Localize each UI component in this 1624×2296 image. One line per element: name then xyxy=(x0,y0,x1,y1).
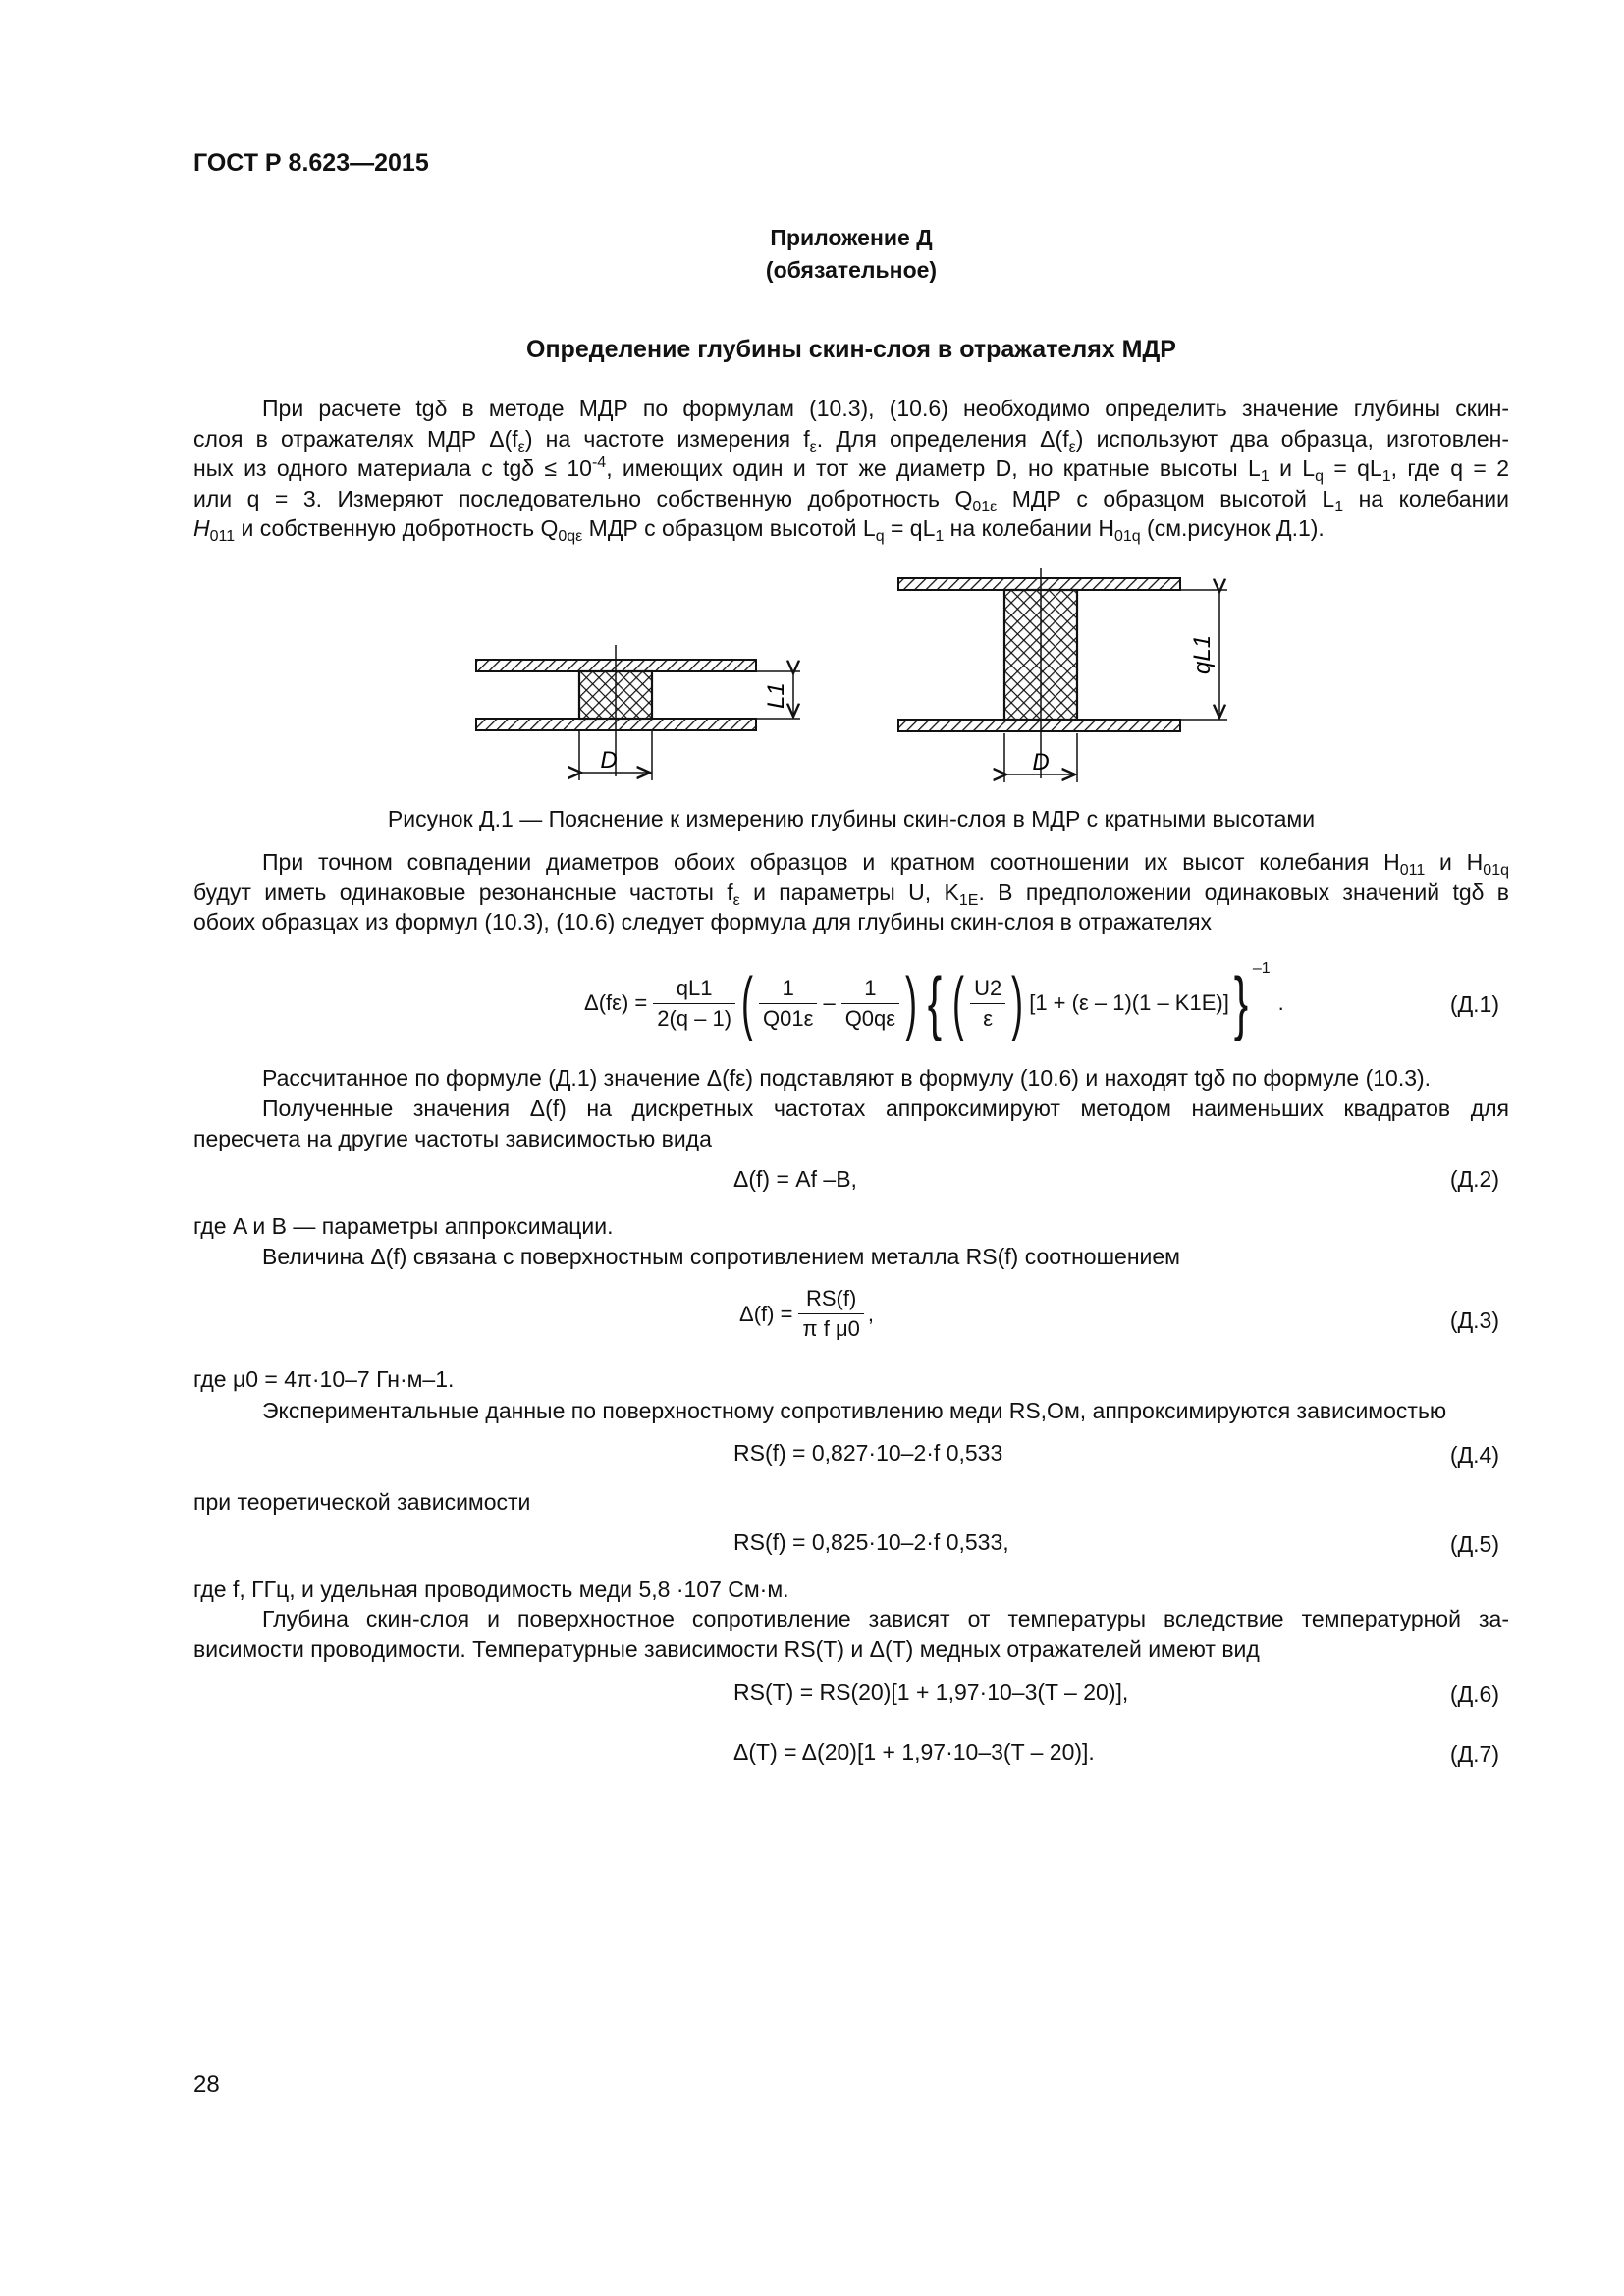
right-bottom-plate xyxy=(898,720,1180,731)
equation-d3: Δ(f) = $\frac{RS(f)}{\text{π f μ0}}$ , xyxy=(739,1286,874,1341)
equation-d5: RS(f) = 0,825·10–2·f 0,533, xyxy=(733,1529,1009,1555)
paragraph-theoretical: при теоретической зависимости xyxy=(193,1489,531,1515)
figure-caption: Рисунок Д.1 — Пояснение к измерению глубины скин-слоя в МДР с кратными высотами xyxy=(387,806,1316,831)
left-d-label: D xyxy=(600,747,618,774)
equation-d7: Δ(T) = Δ(20)[1 + 1,97·10–3(T – 20)]. xyxy=(733,1739,1095,1765)
equation-d6: RS(T) = RS(20)[1 + 1,97·10–3(T – 20)], xyxy=(733,1680,1129,1705)
paragraph-temperature: Глубина скин-слоя и поверхностное сопротивление зависят от температуры вследствие температурной за- висимости проводимости. Температурные зависимости RS(T) и Δ(T) медных отражателей имеют вид xyxy=(193,1606,1509,1662)
right-d-label: D xyxy=(1032,749,1050,775)
paragraph-approximation: Полученные значения Δ(f) на дискретных частотах аппроксимируют методом наименьших квадратов для пересчета на другие частоты зависимостью вида xyxy=(193,1095,1509,1151)
document-header: ГОСТ Р 8.623—2015 xyxy=(193,149,429,177)
appendix-title: Приложение Д xyxy=(770,225,933,250)
paragraph-resonance: При точном совпадении диаметров обоих образцов и кратном соотношении их высот колебания $H_{011}$ и $H_{01q}$ будут иметь одинаковые резонансные частоты $f_\varepsilon$ и параметры U, $K_{1E}$. В предположении одинаковых значений tgδ в обоих образцах из формул (10.3), (10.6) следует формула для глубины скин-слоя в отражателях xyxy=(193,849,1509,934)
paragraph-conductivity: где f, ГГц, и удельная проводимость меди 5,8 ·107 См·м. xyxy=(193,1576,789,1602)
ql1-label: qL1 xyxy=(1189,634,1216,674)
section-title: Определение глубины скин-слоя в отражателях МДР xyxy=(526,336,1176,363)
equation-d1: Δ(fε) = $\frac{qL1}{2(q - 1)}$ ( $\frac{1}{Q01\varepsilon}$ – $\frac{1}{Q0q\varepsilon}$ ) { ( $\frac{U2}{\varepsilon}$ ) [1 + (ε – 1)(1 – K1E)] } –1 . xyxy=(584,960,1284,1042)
page-number: 28 xyxy=(193,2071,220,2098)
equation-number-d7: (Д.7) xyxy=(1449,1741,1499,1767)
equation-number-d6: (Д.6) xyxy=(1449,1682,1499,1707)
equation-d4: RS(f) = 0,827·10–2·f 0,533 xyxy=(733,1440,1003,1466)
l1-label: L1 xyxy=(763,682,789,709)
equation-d2: Δ(f) = Af –B, xyxy=(733,1166,857,1192)
paragraph-surface-resistance: Величина Δ(f) связана с поверхностным сопротивлением металла RS(f) соотношением xyxy=(262,1244,1180,1269)
paragraph-intro: При расчете tgδ в методе МДР по формулам (10.3), (10.6) необходимо определить значение глубины скин- слоя в отражателях МДР $\Delta(f_\varepsilon)$ на частоте измерения $f_\varepsilon$. Для определения $\Delta(f_\varepsilon)$ используют два образца, изготовлен- ных из одного материала с $tg\delta \le 10^{-4}$, имеющих один и тот же диаметр D, но кратные высоты $L_1$ и $L_q = qL_1$, где q = 2 или q = 3. Измеряют последовательно собственную добротность $Q_{01\varepsilon}$ МДР с образцом высотой $L_1$ на колебании $H_{011}$ и собственную добротность $Q_{0q\varepsilon}$ МДР с образцом высотой $L_q = qL_1$ на колебании $H_{01q}$ (см.рисунок Д.1). xyxy=(193,396,1509,545)
figure-diagram xyxy=(461,564,1247,790)
paragraph-mu0: где μ0 = 4π·10–7 Гн·м–1. xyxy=(193,1366,455,1392)
paragraph-experimental: Экспериментальные данные по поверхностному сопротивлению меди RS,Ом, аппроксимируются зависимостью xyxy=(262,1398,1447,1423)
equation-number-d2: (Д.2) xyxy=(1449,1166,1499,1192)
equation-number-d1: (Д.1) xyxy=(1449,991,1499,1017)
equation-number-d5: (Д.5) xyxy=(1449,1531,1499,1557)
paragraph-params: где A и B — параметры аппроксимации. xyxy=(193,1213,614,1239)
appendix-status: (обязательное) xyxy=(765,257,938,283)
equation-number-d3: (Д.3) xyxy=(1449,1308,1499,1333)
right-top-plate xyxy=(898,578,1180,590)
equation-number-d4: (Д.4) xyxy=(1449,1442,1499,1468)
paragraph-substitution: Рассчитанное по формуле (Д.1) значение Δ(fε) подставляют в формулу (10.6) и находят tgδ по формуле (10.3). xyxy=(262,1065,1432,1091)
